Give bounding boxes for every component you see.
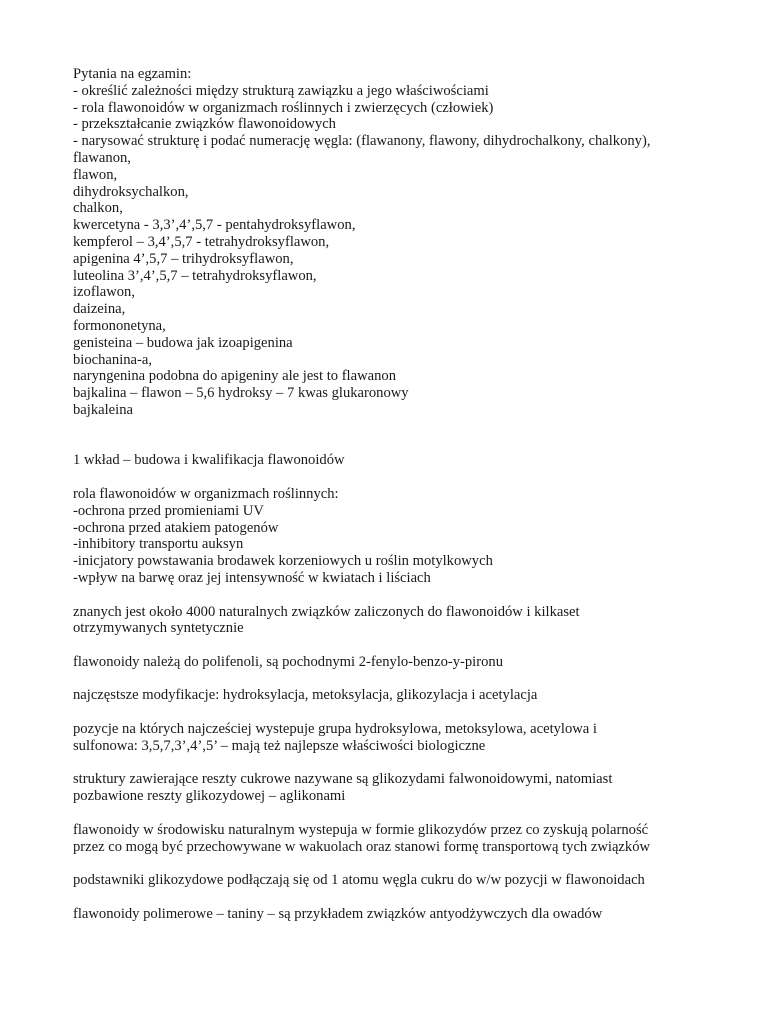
text-line: pozbawione reszty glikozydowej – aglikonami (73, 788, 346, 805)
paragraph (73, 906, 713, 923)
text-line: daizeina, (73, 301, 126, 318)
paragraph (73, 872, 713, 889)
spacer (73, 805, 713, 822)
text-line: izoflawon, (73, 284, 136, 301)
text-line: sulfonowa: 3,5,7,3’,4’,5’ – mają też najlepsze właściwości biologiczne (73, 737, 486, 754)
spacer (73, 469, 713, 486)
section-title: 1 wkład – budowa i kwalifikacja flawonoidów (73, 452, 345, 469)
text-line: flawonoidy w środowisku naturalnym wystepuja w formie glikozydów przez co zyskują polarność (73, 821, 649, 838)
text-line: kwercetyna - 3,3’,4’,5,7 - pentahydroksyflawon, (73, 217, 356, 234)
text-line: naryngenina podobna do apigeniny ale jest to flawanon (73, 368, 396, 385)
text-line: pozycje na których najcześciej wystepuje grupa hydroksylowa, metoksylowa, acetylowa i (73, 721, 597, 738)
text-line: flawon, (73, 166, 118, 183)
text-line: struktury zawierające reszty cukrowe nazywane są glikozydami falwonoidowymi, natomiast (73, 771, 613, 788)
text-line: genisteina – budowa jak izoapigenina (73, 334, 293, 351)
text-line: Pytania na egzamin: (73, 66, 192, 82)
role-list (73, 486, 713, 587)
text-line: biochanina-a, (73, 351, 153, 368)
text-line: podstawniki glikozydowe podłączają się od 1 atomu węgla cukru do w/w pozycji w flawonoidach (73, 872, 645, 889)
text-line: luteolina 3’,4’,5,7 – tetrahydroksyflawon, (73, 267, 317, 284)
paragraph (73, 771, 713, 805)
paragraph (73, 654, 713, 671)
spacer (73, 704, 713, 721)
spacer (73, 855, 713, 872)
text-line: flawonoidy polimerowe – taniny – są przykładem związków antyodżywczych dla owadów (73, 905, 603, 922)
text-line: chalkon, (73, 200, 123, 217)
text-line: bajkalina – flawon – 5,6 hydroksy – 7 kwas glukaronowy (73, 385, 409, 402)
text-line: przez co mogą być przechowywane w wakuolach oraz stanowi formę transportową tych związków (73, 838, 651, 855)
paragraph (73, 687, 713, 704)
text-line: apigenina 4’,5,7 – trihydroksyflawon, (73, 250, 294, 267)
text-line: - narysować strukturę i podać numerację węgla: (flawanony, flawony, dihydrochalkony, chalkony), (73, 133, 651, 150)
text-line: kempferol – 3,4’,5,7 - tetrahydroksyflawon, (73, 233, 330, 250)
text-line: otrzymywanych syntetycznie (73, 620, 244, 637)
spacer (73, 637, 713, 654)
text-line: flawanon, (73, 149, 131, 166)
text-line: znanych jest około 4000 naturalnych związków zaliczonych do flawonoidów i kilkaset (73, 603, 580, 620)
text-line: formononetyna, (73, 317, 166, 334)
list-item: -ochrona przed promieniami UV (73, 502, 264, 519)
text-line: dihydroksychalkon, (73, 183, 189, 200)
paragraph (73, 721, 713, 755)
text-line: - określić zależności między strukturą zawiązku a jego właściwościami (73, 82, 489, 99)
text-line: - rola flawonoidów w organizmach roślinnych i zwierzęcych (człowiek) (73, 99, 494, 116)
spacer (73, 419, 713, 453)
text-line: bajkaleina (73, 401, 133, 418)
exam-questions-block (73, 66, 713, 419)
list-item: -wpływ na barwę oraz jej intensywność w kwiatach i liściach (73, 569, 431, 586)
role-heading: rola flawonoidów w organizmach roślinnych: (73, 485, 339, 502)
spacer (73, 889, 713, 906)
list-item: -inhibitory transportu auksyn (73, 536, 244, 553)
text-line: - przekształcanie związków flawonoidowych (73, 116, 336, 133)
list-item: -ochrona przed atakiem patogenów (73, 519, 279, 536)
paragraph (73, 604, 713, 638)
text-line: flawonoidy należą do polifenoli, są pochodnymi 2-fenylo-benzo-y-pironu (73, 653, 503, 670)
spacer (73, 671, 713, 688)
list-item: -inicjatory powstawania brodawek korzeniowych u roślin motylkowych (73, 553, 493, 570)
paragraph (73, 822, 713, 856)
spacer (73, 587, 713, 604)
spacer (73, 755, 713, 772)
text-line: najczęstsze modyfikacje: hydroksylacja, metoksylacja, glikozylacja i acetylacja (73, 687, 538, 704)
document-text (73, 66, 713, 923)
